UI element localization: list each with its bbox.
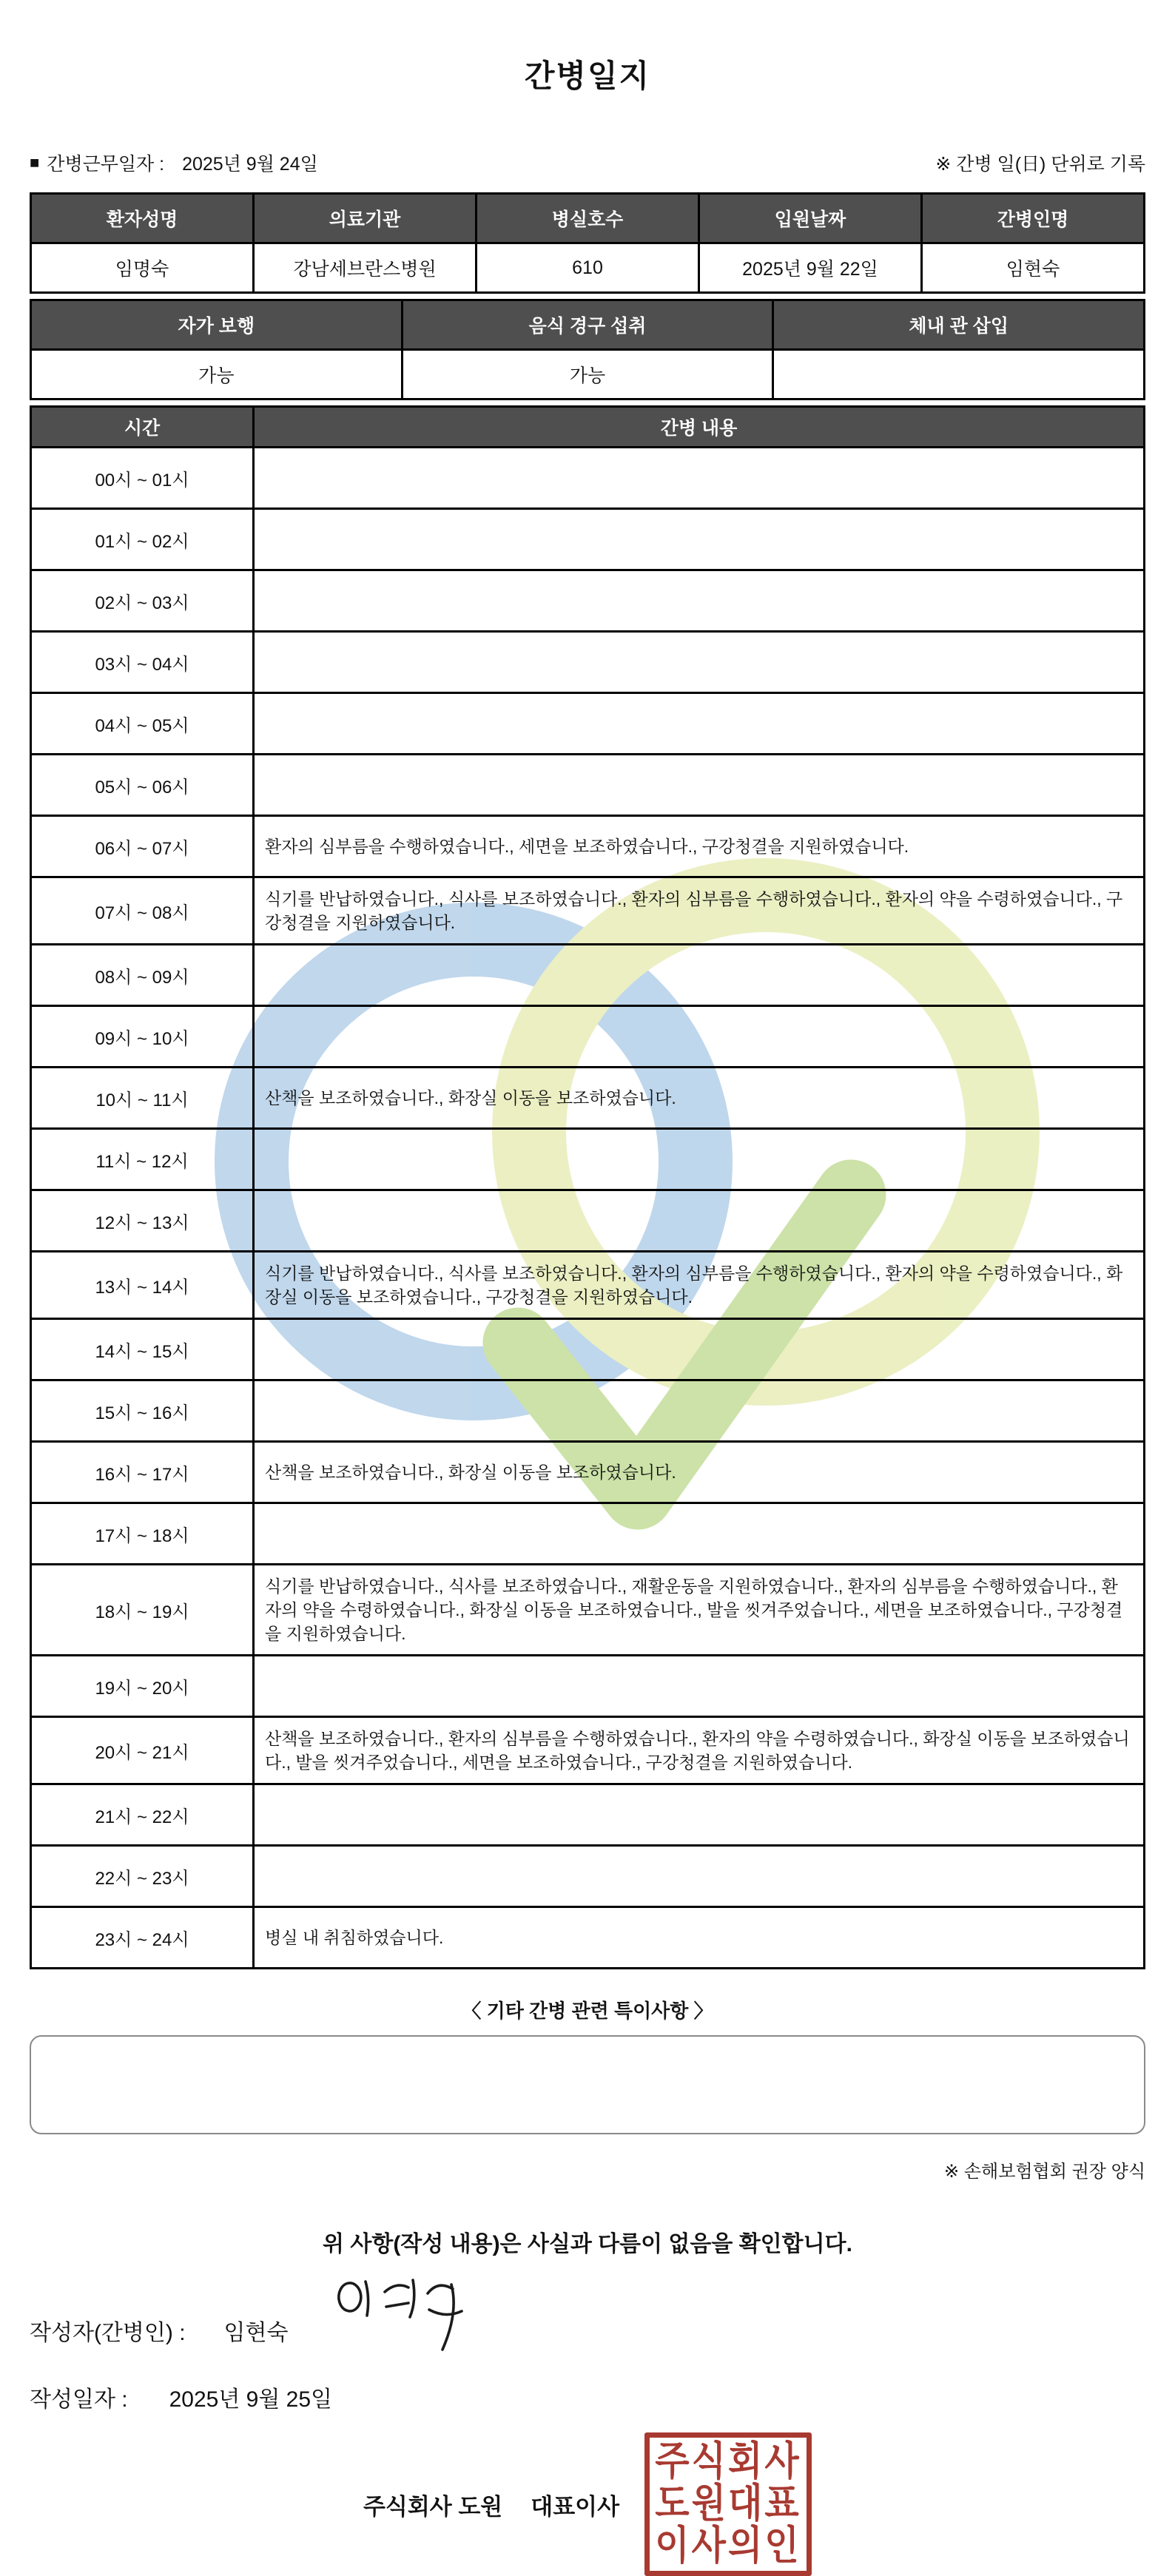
care-content [254, 1846, 1145, 1907]
corporate-seal-stamp [644, 2432, 812, 2576]
care-content [254, 755, 1145, 816]
time-slot: 18시 ~ 19시 [31, 1565, 254, 1656]
time-slot: 14시 ~ 15시 [31, 1319, 254, 1380]
care-content [254, 1319, 1145, 1380]
patient-name-value: 임명숙 [31, 243, 254, 293]
stamp-line: 이사의인 [655, 2523, 801, 2569]
care-content [254, 1503, 1145, 1565]
admission-date-value: 2025년 9월 22일 [699, 243, 922, 293]
medical-institution-value: 강남세브란스병원 [254, 243, 477, 293]
oral-intake-value: 가능 [402, 350, 773, 399]
condition-table [30, 299, 1145, 400]
log-row [31, 1565, 1145, 1656]
log-row [31, 1656, 1145, 1717]
log-row [31, 1442, 1145, 1503]
time-slot: 05시 ~ 06시 [31, 755, 254, 816]
special-notes-title: 〈 기타 간병 관련 특이사항 〉 [462, 2000, 713, 2022]
admission-date-header: 입원날짜 [699, 194, 922, 243]
care-content-header: 간병 내용 [254, 407, 1145, 448]
care-content [254, 632, 1145, 693]
log-row [31, 816, 1145, 877]
time-slot: 08시 ~ 09시 [31, 945, 254, 1006]
caregiver-name-value: 임현숙 [922, 243, 1145, 293]
room-number-value: 610 [477, 243, 699, 293]
patient-info-header-row [31, 194, 1145, 243]
time-slot: 10시 ~ 11시 [31, 1068, 254, 1129]
log-row [31, 1129, 1145, 1190]
log-row [31, 1252, 1145, 1319]
company-text [363, 2488, 619, 2521]
time-slot: 15시 ~ 16시 [31, 1380, 254, 1442]
care-content [254, 945, 1145, 1006]
date-row [30, 2381, 1145, 2413]
time-slot: 23시 ~ 24시 [31, 1907, 254, 1969]
oral-intake-header: 음식 경구 섭취 [402, 300, 773, 350]
room-number-header: 병실호수 [477, 194, 699, 243]
care-work-date [30, 149, 318, 176]
log-row [31, 509, 1145, 570]
log-row [31, 570, 1145, 632]
care-content [254, 1190, 1145, 1252]
time-slot: 00시 ~ 01시 [31, 448, 254, 509]
care-content [254, 509, 1145, 570]
company-name: 주식회사 도원 [363, 2493, 503, 2520]
log-row [31, 448, 1145, 509]
log-row [31, 1068, 1145, 1129]
care-content: 산책을 보조하였습니다., 화장실 이동을 보조하였습니다. [254, 1442, 1145, 1503]
time-slot: 20시 ~ 21시 [31, 1717, 254, 1784]
care-content [254, 448, 1145, 509]
time-slot: 09시 ~ 10시 [31, 1006, 254, 1068]
care-content [254, 1656, 1145, 1717]
time-slot: 03시 ~ 04시 [31, 632, 254, 693]
log-row [31, 632, 1145, 693]
write-date-label: 작성일자 : [30, 2387, 128, 2412]
log-row [31, 945, 1145, 1006]
care-content: 식기를 반납하였습니다., 식사를 보조하였습니다., 환자의 심부름을 수행하였습니다., 환자의 약을 수령하였습니다., 구강청결을 지원하였습니다. [254, 877, 1145, 945]
insurance-form-note: ※ 손해보험협회 권장 양식 [944, 2162, 1145, 2182]
time-slot: 11시 ~ 12시 [31, 1129, 254, 1190]
internal-tube-value [773, 350, 1145, 399]
patient-name-header: 환자성명 [31, 194, 254, 243]
patient-info-value-row [31, 243, 1145, 293]
time-slot: 21시 ~ 22시 [31, 1784, 254, 1846]
internal-tube-header: 체내 관 삽입 [773, 300, 1145, 350]
time-slot: 06시 ~ 07시 [31, 816, 254, 877]
stamp-line: 주식회사 [655, 2439, 801, 2484]
log-row [31, 1717, 1145, 1784]
author-name: 임현숙 [223, 2321, 289, 2345]
care-content: 산책을 보조하였습니다., 환자의 심부름을 수행하였습니다., 환자의 약을 수령하였습니다., 화장실 이동을 보조하였습니다., 발을 씻겨주었습니다., 세면을 보조하였습니다., 구강청결을 지원하였습니다. [254, 1717, 1145, 1784]
log-row [31, 1190, 1145, 1252]
care-content [254, 1380, 1145, 1442]
care-content [254, 1129, 1145, 1190]
time-slot: 17시 ~ 18시 [31, 1503, 254, 1565]
time-slot: 13시 ~ 14시 [31, 1252, 254, 1319]
log-row [31, 1784, 1145, 1846]
stamp-line: 도원대표 [655, 2481, 801, 2526]
care-content: 병실 내 취침하였습니다. [254, 1907, 1145, 1969]
self-walking-value: 가능 [31, 350, 403, 399]
care-content: 식기를 반납하였습니다., 식사를 보조하였습니다., 재활운동을 지원하였습니다., 환자의 심부름을 수행하였습니다., 환자의 약을 수령하였습니다., 화장실 이동을 보조하였습니다., 발을 씻겨주었습니다., 세면을 보조하였습니다., 구강청결을 지원하였습니다. [254, 1565, 1145, 1656]
log-row [31, 1846, 1145, 1907]
care-journal-document [0, 52, 1175, 2569]
time-slot: 02시 ~ 03시 [31, 570, 254, 632]
care-content: 식기를 반납하였습니다., 식사를 보조하였습니다., 환자의 심부름을 수행하였습니다., 환자의 약을 수령하였습니다., 화장실 이동을 보조하였습니다., 구강청결을 지원하였습니다. [254, 1252, 1145, 1319]
time-slot: 19시 ~ 20시 [31, 1656, 254, 1717]
company-row [30, 2432, 1145, 2576]
care-log-table [30, 405, 1145, 1969]
care-content [254, 570, 1145, 632]
condition-value-row [31, 350, 1145, 399]
log-row [31, 877, 1145, 945]
time-slot: 22시 ~ 23시 [31, 1846, 254, 1907]
care-content [254, 1784, 1145, 1846]
log-row [31, 693, 1145, 755]
condition-header-row [31, 300, 1145, 350]
time-header: 시간 [31, 407, 254, 448]
company-title: 대표이사 [531, 2493, 620, 2520]
care-work-date-value: 2025년 9월 24일 [182, 154, 318, 175]
caregiver-name-header: 간병인명 [922, 194, 1145, 243]
log-row [31, 755, 1145, 816]
square-bullet-icon: ■ [30, 153, 40, 172]
meta-row [30, 149, 1145, 176]
daily-record-note: ※ 간병 일(日) 단위로 기록 [935, 154, 1145, 175]
log-row [31, 1380, 1145, 1442]
page-title: 간병일지 [524, 58, 651, 93]
time-slot: 12시 ~ 13시 [31, 1190, 254, 1252]
care-content: 환자의 심부름을 수행하였습니다., 세면을 보조하였습니다., 구강청결을 지원하였습니다. [254, 816, 1145, 877]
log-row [31, 1907, 1145, 1969]
time-slot: 01시 ~ 02시 [31, 509, 254, 570]
care-content [254, 1006, 1145, 1068]
author-label: 작성자(간병인) : [30, 2321, 186, 2345]
handwritten-signature [323, 2270, 471, 2366]
log-row [31, 1503, 1145, 1565]
time-slot: 07시 ~ 08시 [31, 877, 254, 945]
care-content [254, 693, 1145, 755]
time-slot: 16시 ~ 17시 [31, 1442, 254, 1503]
log-row [31, 1319, 1145, 1380]
confirmation-statement: 위 사항(작성 내용)은 사실과 다름이 없음을 확인합니다. [323, 2232, 852, 2256]
care-content: 산책을 보조하였습니다., 화장실 이동을 보조하였습니다. [254, 1068, 1145, 1129]
care-work-date-label: 간병근무일자 : [47, 154, 165, 175]
write-date-value: 2025년 9월 25일 [169, 2387, 332, 2412]
special-notes-box [30, 2035, 1145, 2134]
patient-info-table [30, 192, 1145, 294]
author-row [30, 2314, 1145, 2347]
medical-institution-header: 의료기관 [254, 194, 477, 243]
log-row [31, 1006, 1145, 1068]
care-log-header-row [31, 407, 1145, 448]
time-slot: 04시 ~ 05시 [31, 693, 254, 755]
self-walking-header: 자가 보행 [31, 300, 403, 350]
